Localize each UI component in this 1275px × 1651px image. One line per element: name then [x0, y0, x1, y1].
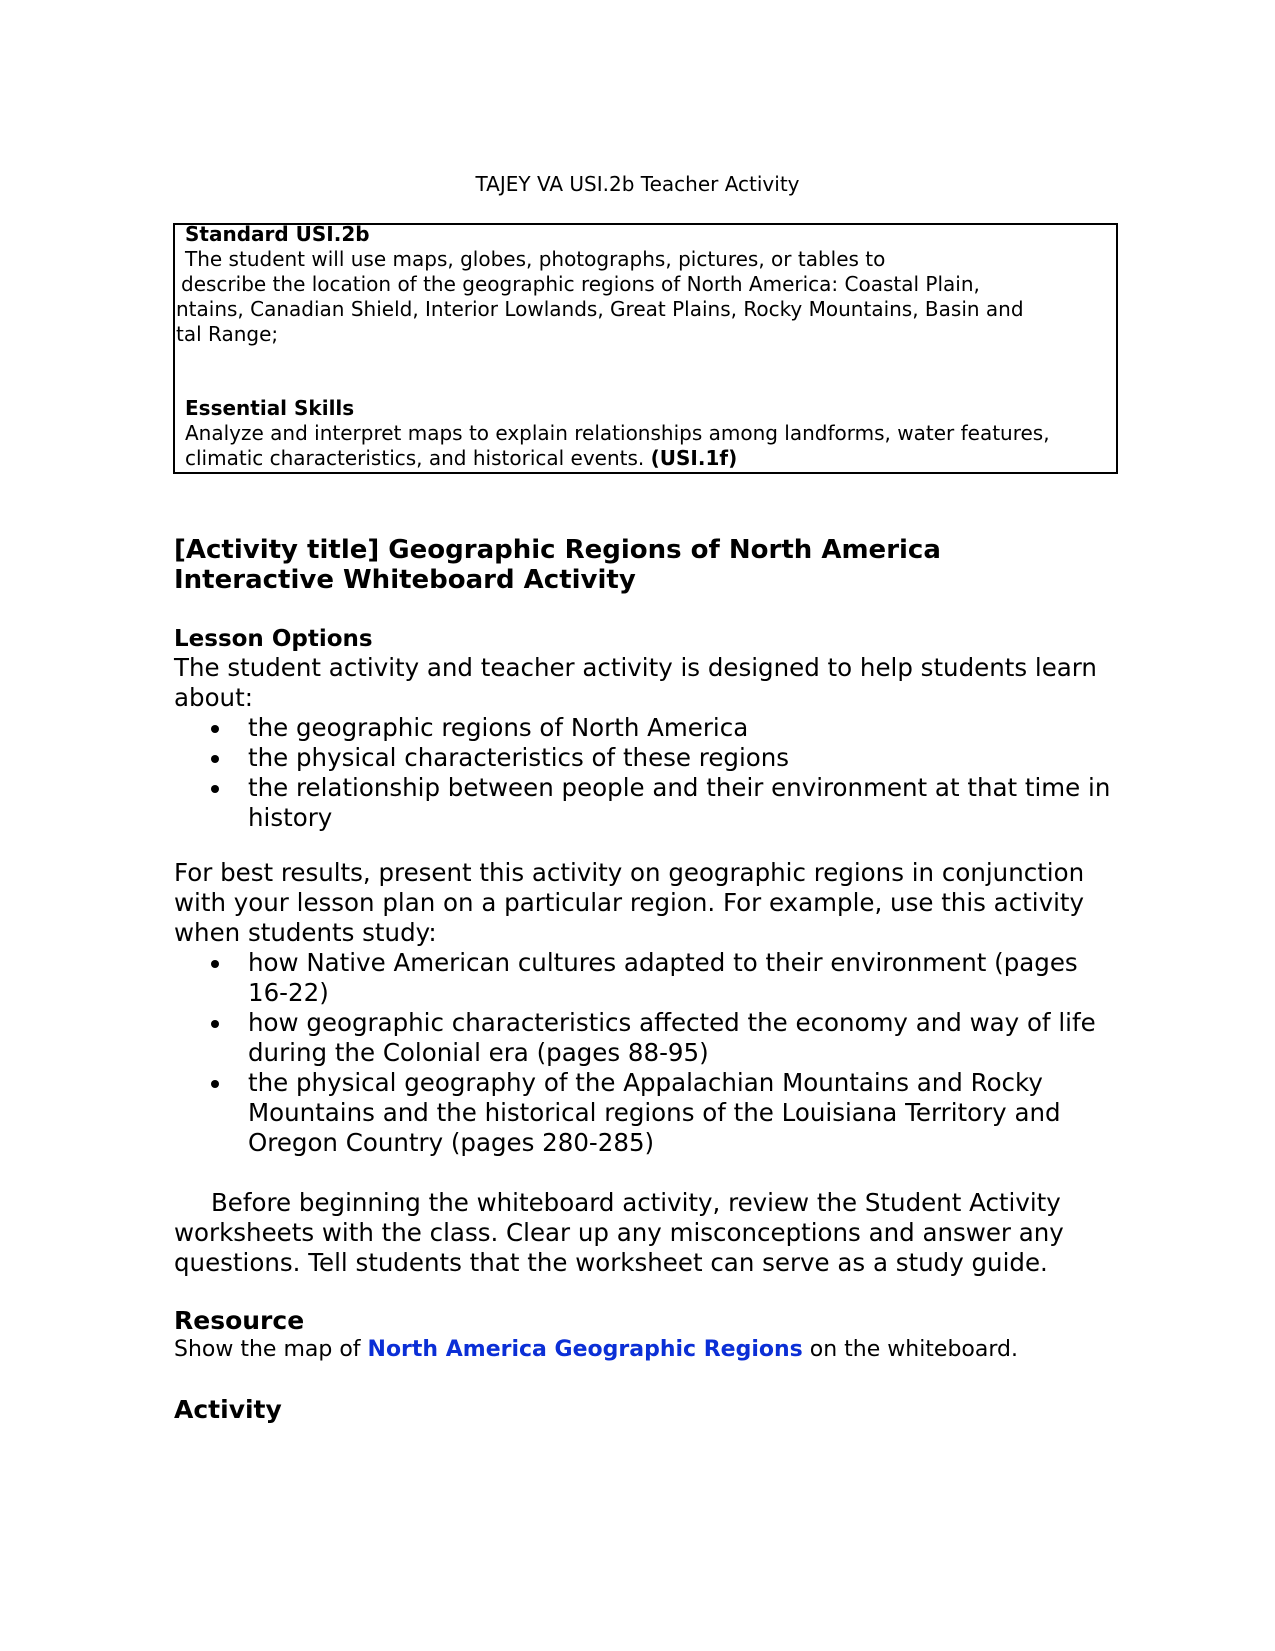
- resource-heading: Resource: [174, 1306, 305, 1335]
- lesson-options-section: [174, 653, 1114, 833]
- resource-prefix: Show the map of: [174, 1337, 368, 1362]
- best-results-section: [174, 858, 1114, 1158]
- bullet-icon: [211, 1080, 219, 1088]
- standard-line-1: The student will use maps, globes, photographs, pictures, or tables to: [185, 247, 886, 271]
- lesson-options-intro: The student activity and teacher activity is designed to help students learn about:: [174, 653, 1097, 712]
- essential-skills-heading: Essential Skills: [185, 396, 355, 420]
- lesson-options-heading: Lesson Options: [174, 626, 373, 652]
- best-results-list: [174, 948, 1114, 1158]
- standard-line-4: tal Range;: [176, 322, 279, 346]
- resource-line: [174, 1336, 1114, 1364]
- essential-skills-line-1: Analyze and interpret maps to explain relationships among landforms, water features,: [185, 421, 1050, 445]
- activity-title-line-2: Interactive Whiteboard Activity: [174, 565, 636, 595]
- essential-skills-ref: (USI.1f): [650, 446, 738, 470]
- document-header: TAJEY VA USI.2b Teacher Activity: [475, 172, 800, 196]
- standard-box: [173, 223, 1118, 474]
- bullet-icon: [211, 1020, 219, 1028]
- standard-line-3: ntains, Canadian Shield, Interior Lowlands, Great Plains, Rocky Mountains, Basin and: [176, 297, 1024, 321]
- standard-heading: Standard USI.2b: [185, 223, 370, 246]
- list-item: [174, 1008, 1114, 1068]
- essential-skills-line-2: [185, 446, 737, 471]
- bullet-icon: [211, 785, 219, 793]
- list-item: [174, 1068, 1114, 1158]
- resource-suffix: on the whiteboard.: [802, 1337, 1018, 1362]
- list-item: [174, 773, 1114, 833]
- essential-skills-text: climatic characteristics, and historical events.: [185, 446, 645, 470]
- activity-title: [174, 535, 1114, 595]
- standard-line-2: describe the location of the geographic regions of North America: Coastal Plain,: [181, 272, 980, 296]
- list-item-text: the geographic regions of North America: [248, 713, 749, 742]
- list-item-text: the relationship between people and their environment at that time in history: [248, 773, 1111, 832]
- list-item-text: the physical geography of the Appalachian Mountains and Rocky Mountains and the historical regions of the Louisiana Territory and Oregon Country (pages 280-285): [248, 1068, 1061, 1157]
- list-item-text: the physical characteristics of these regions: [248, 743, 790, 772]
- list-item: [174, 713, 1114, 743]
- before-paragraph: Before beginning the whiteboard activity, review the Student Activity worksheets with the class. Clear up any misconceptions and answer any questions. Tell students that the worksheet can serve as a study guide.: [174, 1188, 1064, 1277]
- bullet-icon: [211, 725, 219, 733]
- list-item: [174, 743, 1114, 773]
- bullet-icon: [211, 755, 219, 763]
- list-item-text: how geographic characteristics affected the economy and way of life during the Colonial era (pages 88-95): [248, 1008, 1096, 1067]
- best-results-intro: For best results, present this activity on geographic regions in conjunction with your lesson plan on a particular region. For example, use this activity when students study:: [174, 858, 1085, 947]
- activity-title-line-1: [Activity title] Geographic Regions of North America: [174, 535, 941, 565]
- lesson-options-list: [174, 713, 1114, 833]
- list-item: [174, 948, 1114, 1008]
- list-item-text: how Native American cultures adapted to their environment (pages 16-22): [248, 948, 1078, 1007]
- bullet-icon: [211, 960, 219, 968]
- activity-heading: Activity: [174, 1395, 282, 1424]
- north-america-regions-link[interactable]: North America Geographic Regions: [367, 1337, 803, 1362]
